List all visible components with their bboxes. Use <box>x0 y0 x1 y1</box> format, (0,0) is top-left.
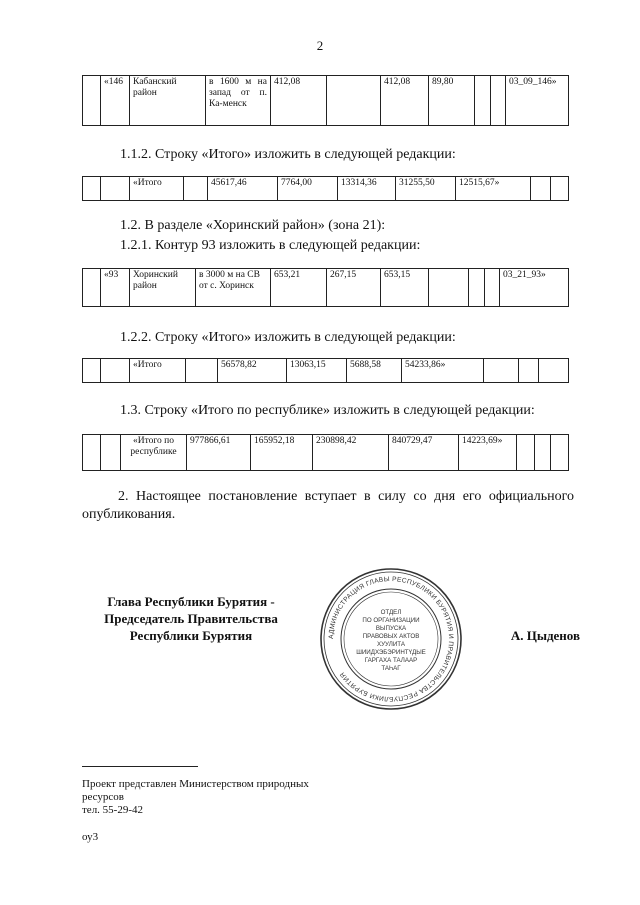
table-cell: 653,15 <box>381 269 429 307</box>
paragraph-1-3: 1.3. Строку «Итого по республике» изложить в следующей редакции: <box>120 403 535 418</box>
table-cell <box>551 435 569 471</box>
footer-note <box>82 778 382 817</box>
table-cell: 840729,47 <box>389 435 459 471</box>
table-cell <box>83 359 101 383</box>
table-cell <box>83 76 101 126</box>
paragraph-1-2: 1.2. В разделе «Хоринский район» (зона 21): <box>120 218 386 233</box>
table-cell: 5688,58 <box>347 359 402 383</box>
table-cell <box>101 177 130 201</box>
table-cell <box>531 177 551 201</box>
table-cell: 230898,42 <box>313 435 389 471</box>
table-cell: 412,08 <box>381 76 429 126</box>
paragraph-2: 2. Настоящее постановление вступает в силу со дня его официального опубликования. <box>82 489 574 522</box>
table-cell: 267,15 <box>327 269 381 307</box>
table-row <box>83 177 569 201</box>
table-cell <box>491 76 506 126</box>
signatory-name: А. Цыденов <box>510 628 580 643</box>
table-cell <box>475 76 491 126</box>
footer-divider <box>82 766 198 767</box>
table-cell: 653,21 <box>271 269 327 307</box>
table-total-khorinsky <box>82 358 569 383</box>
official-seal <box>318 566 464 712</box>
table-cell: 165952,18 <box>251 435 313 471</box>
table-total-kabansky <box>82 176 569 201</box>
table-cell: 03_21_93» <box>500 269 569 307</box>
table-row <box>83 76 569 126</box>
signatory-title-line: Республики Бурятия <box>129 628 253 643</box>
paragraph-1-2-1: 1.2.1. Контур 93 изложить в следующей редакции: <box>120 238 421 253</box>
table-cell: 7764,00 <box>278 177 338 201</box>
table-cell: 13063,15 <box>287 359 347 383</box>
seal-line: ПРАВОВЫХ АКТОВ <box>362 633 420 640</box>
table-cell <box>519 359 539 383</box>
table-cell: «93 <box>101 269 130 307</box>
table-cell <box>101 435 121 471</box>
table-total-republic <box>82 434 569 471</box>
paragraph-1-1-2: 1.1.2. Строку «Итого» изложить в следующей редакции: <box>120 147 456 162</box>
table-cell: «Итого <box>130 359 186 383</box>
table-cell: Хоринский район <box>130 269 196 307</box>
table-cell <box>485 269 500 307</box>
seal-line: ТАҺАГ <box>381 665 401 672</box>
table-cell: 12515,67» <box>456 177 531 201</box>
seal-line: ХУУЛИТА <box>377 641 405 648</box>
table-row <box>83 269 569 307</box>
table-cell: 45617,46 <box>208 177 278 201</box>
seal-line: ПО ОРГАНИЗАЦИИ <box>362 617 420 624</box>
seal-line: ГАРГАХА ТАЛААР <box>364 657 418 664</box>
table-cell <box>83 177 101 201</box>
table-cell: в 3000 м на СВ от с. Хоринск <box>196 269 271 307</box>
table-cell <box>184 177 208 201</box>
seal-line: ШИИДХЭБЭРИНТҮДЫЕ <box>356 649 426 656</box>
signatory-title-line: Председатель Правительства <box>104 611 278 626</box>
table-cell: «Итого <box>130 177 184 201</box>
table-cell <box>484 359 519 383</box>
table-cell: 89,80 <box>429 76 475 126</box>
table-cell <box>83 435 101 471</box>
paragraph-1-2-2: 1.2.2. Строку «Итого» изложить в следующей редакции: <box>120 330 456 345</box>
table-cell <box>517 435 535 471</box>
signatory-title <box>76 593 306 644</box>
table-contour-146 <box>82 75 569 126</box>
table-cell <box>83 269 101 307</box>
page-number: 2 <box>316 38 324 53</box>
table-cell: в 1600 м на запад от п. Ка-менск <box>206 76 271 126</box>
seal-graphic <box>318 566 464 712</box>
table-contour-93 <box>82 268 569 307</box>
table-cell: 03_09_146» <box>506 76 569 126</box>
table-cell: 412,08 <box>271 76 327 126</box>
table-cell: «146 <box>101 76 130 126</box>
table-cell: Кабанский район <box>130 76 206 126</box>
footer-line: ресурсов <box>82 791 124 803</box>
table-cell: 13314,36 <box>338 177 396 201</box>
table-cell: 54233,86» <box>402 359 484 383</box>
signatory-title-line: Глава Республики Бурятия - <box>107 594 275 609</box>
table-cell: 14223,69» <box>459 435 517 471</box>
seal-ring-text: АДМИНИСТРАЦИЯ ГЛАВЫ РЕСПУБЛИКИ БУРЯТИЯ И ПРАВИТЕЛЬСТВА РЕСПУБЛИКИ БУРЯТИЯ <box>327 575 455 703</box>
seal-line: ОТДЕЛ <box>380 609 402 616</box>
document-code: оу3 <box>82 831 99 843</box>
table-cell <box>469 269 485 307</box>
table-cell: «Итого по республике <box>121 435 187 471</box>
table-cell <box>429 269 469 307</box>
table-row <box>83 359 569 383</box>
table-cell <box>539 359 569 383</box>
table-cell <box>101 359 130 383</box>
table-cell <box>551 177 569 201</box>
table-cell: 56578,82 <box>218 359 287 383</box>
table-cell <box>327 76 381 126</box>
table-cell <box>186 359 218 383</box>
seal-line: ВЫПУСКА <box>375 625 407 632</box>
footer-line: тел. 55-29-42 <box>82 804 144 816</box>
table-cell: 977866,61 <box>187 435 251 471</box>
table-row <box>83 435 569 471</box>
table-cell <box>535 435 551 471</box>
table-cell: 31255,50 <box>396 177 456 201</box>
footer-line: Проект представлен Министерством природных <box>82 778 309 790</box>
